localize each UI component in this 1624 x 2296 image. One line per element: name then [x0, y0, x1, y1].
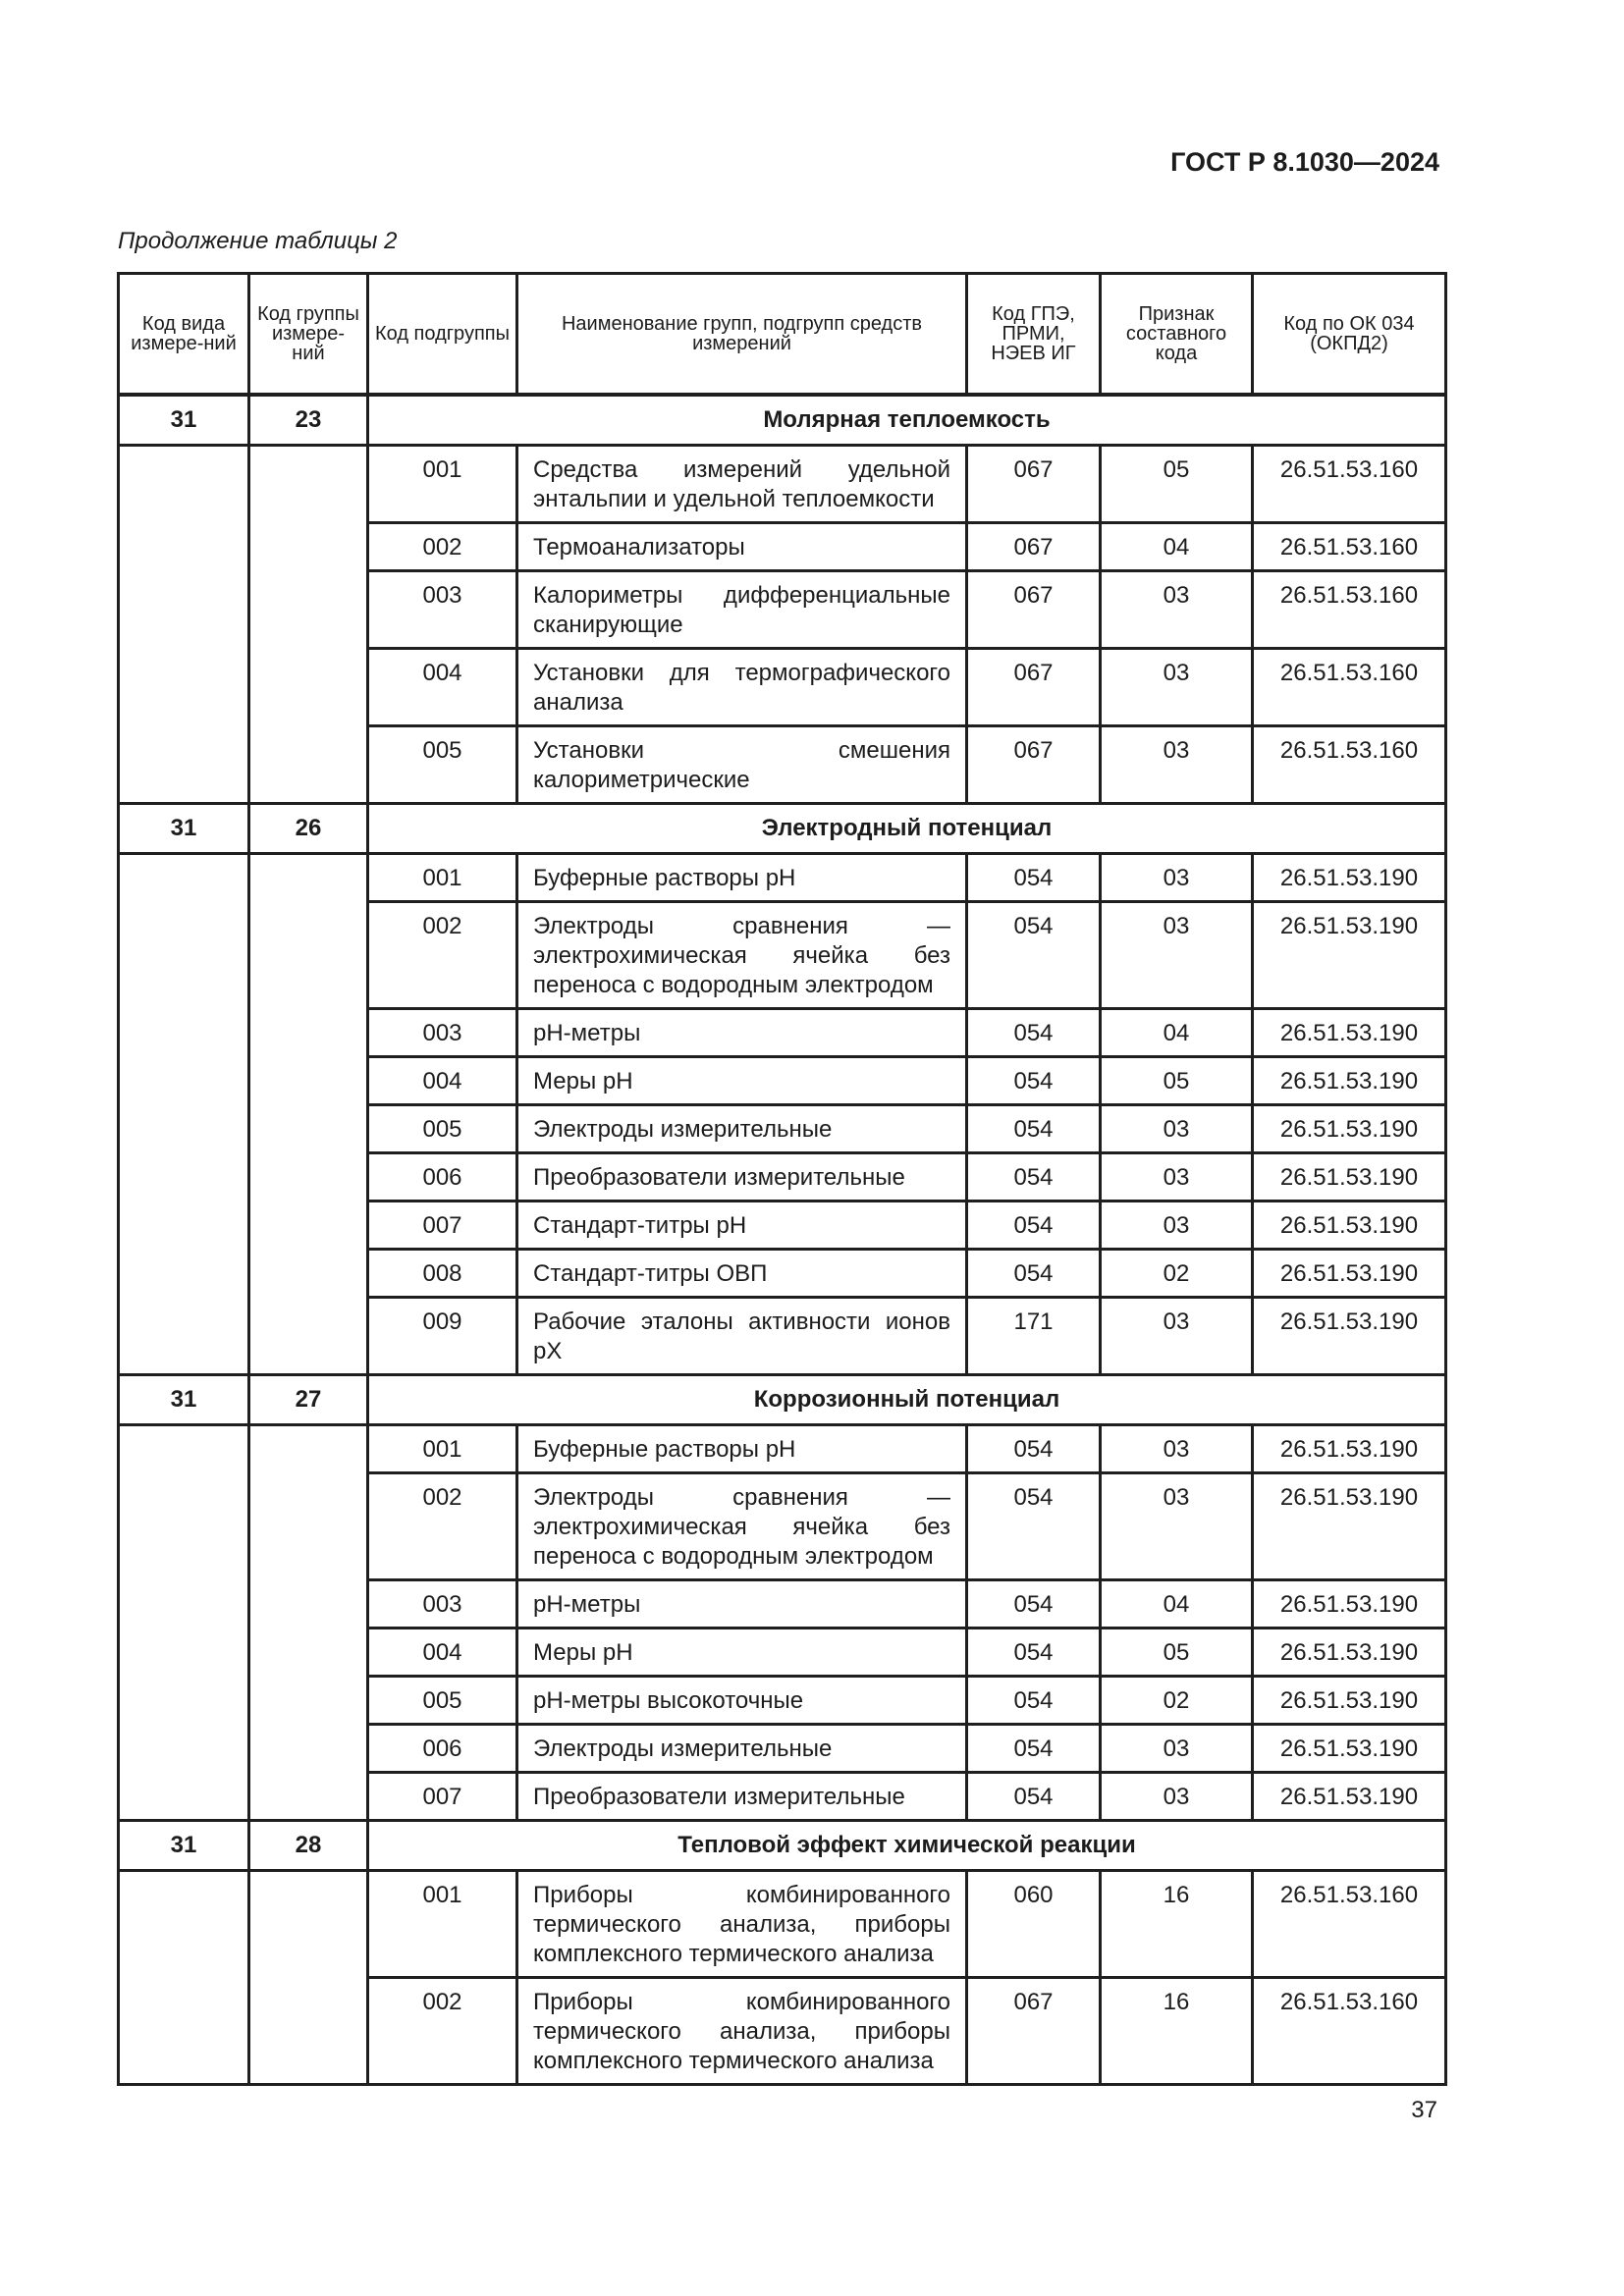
okpd-code: 26.51.53.160: [1253, 1871, 1446, 1978]
instrument-name: Стандарт-титры ОВП: [517, 1250, 967, 1298]
instrument-name: pH-метры: [517, 1580, 967, 1629]
subgroup-code: 001: [368, 1425, 517, 1473]
empty-vid-cell: [119, 854, 249, 1375]
page-number: 37: [1411, 2097, 1437, 2123]
empty-group-cell: [249, 854, 368, 1375]
instrument-name: Электроды сравнения — электрохимическая ячейка без переноса с водородным электродом: [517, 902, 967, 1009]
okpd-code: 26.51.53.160: [1253, 1978, 1446, 2085]
okpd-code: 26.51.53.190: [1253, 1153, 1446, 1201]
table-header-row: [119, 274, 1446, 396]
instrument-name: Буферные растворы pH: [517, 854, 967, 902]
gpe-code: 067: [967, 1978, 1101, 2085]
col-header-group: Код группы измере-ний: [249, 274, 368, 396]
instrument-name: Меры pH: [517, 1629, 967, 1677]
composite-flag: 03: [1101, 902, 1253, 1009]
composite-flag: 05: [1101, 446, 1253, 523]
empty-vid-cell: [119, 1425, 249, 1821]
empty-vid-cell: [119, 1871, 249, 2085]
okpd-code: 26.51.53.190: [1253, 1629, 1446, 1677]
gpe-code: 054: [967, 1057, 1101, 1105]
gpe-code: 067: [967, 446, 1101, 523]
okpd-code: 26.51.53.160: [1253, 523, 1446, 571]
subgroup-code: 005: [368, 1677, 517, 1725]
composite-flag: 04: [1101, 523, 1253, 571]
gpe-code: 054: [967, 854, 1101, 902]
composite-flag: 03: [1101, 1773, 1253, 1821]
okpd-code: 26.51.53.190: [1253, 1773, 1446, 1821]
subgroup-code: 008: [368, 1250, 517, 1298]
subgroup-code: 007: [368, 1201, 517, 1250]
gpe-code: 054: [967, 1677, 1101, 1725]
composite-flag: 16: [1101, 1978, 1253, 2085]
okpd-code: 26.51.53.160: [1253, 571, 1446, 649]
group-vid-code: 31: [119, 1375, 249, 1425]
instrument-name: Установки для термографического анализа: [517, 649, 967, 726]
instrument-name: Преобразователи измерительные: [517, 1153, 967, 1201]
okpd-code: 26.51.53.160: [1253, 726, 1446, 804]
subgroup-code: 001: [368, 1871, 517, 1978]
okpd-code: 26.51.53.160: [1253, 446, 1446, 523]
composite-flag: 03: [1101, 571, 1253, 649]
empty-vid-cell: [119, 446, 249, 804]
instrument-name: Калориметры дифференциальные сканирующие: [517, 571, 967, 649]
col-header-gpe: Код ГПЭ, ПРМИ, НЭЕВ ИГ: [967, 274, 1101, 396]
group-vid-code: 31: [119, 804, 249, 854]
group-title: Молярная теплоемкость: [368, 395, 1446, 446]
group-header-row: [119, 1375, 1446, 1425]
empty-group-cell: [249, 1871, 368, 2085]
composite-flag: 03: [1101, 1473, 1253, 1580]
gpe-code: 054: [967, 1425, 1101, 1473]
composite-flag: 05: [1101, 1629, 1253, 1677]
col-header-okpd: Код по ОК 034 (ОКПД2): [1253, 274, 1446, 396]
col-header-vid: Код вида измере-ний: [119, 274, 249, 396]
gpe-code: 054: [967, 1201, 1101, 1250]
empty-group-cell: [249, 1425, 368, 1821]
instrument-name: Стандарт-титры pH: [517, 1201, 967, 1250]
instrument-name: Термоанализаторы: [517, 523, 967, 571]
instrument-name: Меры pH: [517, 1057, 967, 1105]
group-title: Коррозионный потенциал: [368, 1375, 1446, 1425]
instrument-name: Установки смешения калориметрические: [517, 726, 967, 804]
composite-flag: 04: [1101, 1580, 1253, 1629]
group-code: 27: [249, 1375, 368, 1425]
gpe-code: 054: [967, 1153, 1101, 1201]
instrument-name: Приборы комбинированного термического анализа, приборы комплексного термического анализа: [517, 1871, 967, 1978]
gpe-code: 067: [967, 649, 1101, 726]
okpd-code: 26.51.53.190: [1253, 1725, 1446, 1773]
table-row: [119, 854, 1446, 902]
gpe-code: 067: [967, 523, 1101, 571]
okpd-code: 26.51.53.190: [1253, 1425, 1446, 1473]
composite-flag: 03: [1101, 649, 1253, 726]
composite-flag: 03: [1101, 1153, 1253, 1201]
okpd-code: 26.51.53.190: [1253, 854, 1446, 902]
instrument-name: Средства измерений удельной энтальпии и удельной теплоемкости: [517, 446, 967, 523]
table-caption: Продолжение таблицы 2: [118, 228, 398, 254]
gpe-code: 054: [967, 1725, 1101, 1773]
table-row: [119, 446, 1446, 523]
group-code: 23: [249, 395, 368, 446]
group-title: Электродный потенциал: [368, 804, 1446, 854]
composite-flag: 16: [1101, 1871, 1253, 1978]
col-header-name: Наименование групп, подгрупп средств измерений: [517, 274, 967, 396]
table-row: [119, 1871, 1446, 1978]
subgroup-code: 001: [368, 446, 517, 523]
composite-flag: 03: [1101, 1298, 1253, 1375]
okpd-code: 26.51.53.190: [1253, 1473, 1446, 1580]
composite-flag: 05: [1101, 1057, 1253, 1105]
subgroup-code: 003: [368, 1580, 517, 1629]
gpe-code: 054: [967, 902, 1101, 1009]
gpe-code: 054: [967, 1009, 1101, 1057]
group-header-row: [119, 1821, 1446, 1871]
instrument-name: Рабочие эталоны активности ионов pX: [517, 1298, 967, 1375]
okpd-code: 26.51.53.190: [1253, 1201, 1446, 1250]
gpe-code: 054: [967, 1473, 1101, 1580]
table-body: [119, 395, 1446, 2085]
composite-flag: 03: [1101, 1201, 1253, 1250]
composite-flag: 04: [1101, 1009, 1253, 1057]
subgroup-code: 004: [368, 649, 517, 726]
group-vid-code: 31: [119, 1821, 249, 1871]
table-row: [119, 1425, 1446, 1473]
gpe-code: 054: [967, 1105, 1101, 1153]
document-code: ГОСТ Р 8.1030—2024: [1170, 147, 1439, 177]
instrument-name: pH-метры: [517, 1009, 967, 1057]
composite-flag: 02: [1101, 1677, 1253, 1725]
instrument-name: Приборы комбинированного термического анализа, приборы комплексного термического анализа: [517, 1978, 967, 2085]
okpd-code: 26.51.53.190: [1253, 902, 1446, 1009]
group-code: 28: [249, 1821, 368, 1871]
instrument-name: Электроды измерительные: [517, 1105, 967, 1153]
okpd-code: 26.51.53.190: [1253, 1298, 1446, 1375]
group-header-row: [119, 804, 1446, 854]
subgroup-code: 002: [368, 902, 517, 1009]
gpe-code: 054: [967, 1629, 1101, 1677]
instrument-name: Электроды измерительные: [517, 1725, 967, 1773]
subgroup-code: 002: [368, 1978, 517, 2085]
subgroup-code: 001: [368, 854, 517, 902]
subgroup-code: 002: [368, 1473, 517, 1580]
subgroup-code: 002: [368, 523, 517, 571]
group-title: Тепловой эффект химической реакции: [368, 1821, 1446, 1871]
okpd-code: 26.51.53.190: [1253, 1009, 1446, 1057]
subgroup-code: 003: [368, 571, 517, 649]
okpd-code: 26.51.53.190: [1253, 1105, 1446, 1153]
okpd-code: 26.51.53.160: [1253, 649, 1446, 726]
col-header-composite: Признак составного кода: [1101, 274, 1253, 396]
instrument-name: Электроды сравнения — электрохимическая ячейка без переноса с водородным электродом: [517, 1473, 967, 1580]
subgroup-code: 005: [368, 726, 517, 804]
gpe-code: 067: [967, 571, 1101, 649]
gpe-code: 060: [967, 1871, 1101, 1978]
subgroup-code: 006: [368, 1153, 517, 1201]
gpe-code: 054: [967, 1773, 1101, 1821]
subgroup-code: 004: [368, 1057, 517, 1105]
group-code: 26: [249, 804, 368, 854]
composite-flag: 03: [1101, 854, 1253, 902]
subgroup-code: 009: [368, 1298, 517, 1375]
subgroup-code: 004: [368, 1629, 517, 1677]
instrument-name: Буферные растворы pH: [517, 1425, 967, 1473]
okpd-code: 26.51.53.190: [1253, 1250, 1446, 1298]
gpe-code: 054: [967, 1580, 1101, 1629]
instrument-name: Преобразователи измерительные: [517, 1773, 967, 1821]
gpe-code: 054: [967, 1250, 1101, 1298]
okpd-code: 26.51.53.190: [1253, 1057, 1446, 1105]
composite-flag: 03: [1101, 1105, 1253, 1153]
gpe-code: 171: [967, 1298, 1101, 1375]
composite-flag: 03: [1101, 726, 1253, 804]
group-header-row: [119, 395, 1446, 446]
composite-flag: 03: [1101, 1725, 1253, 1773]
composite-flag: 02: [1101, 1250, 1253, 1298]
group-vid-code: 31: [119, 395, 249, 446]
subgroup-code: 007: [368, 1773, 517, 1821]
instrument-name: pH-метры высокоточные: [517, 1677, 967, 1725]
okpd-code: 26.51.53.190: [1253, 1677, 1446, 1725]
gpe-code: 067: [967, 726, 1101, 804]
empty-group-cell: [249, 446, 368, 804]
codes-table: [117, 272, 1447, 2086]
subgroup-code: 006: [368, 1725, 517, 1773]
subgroup-code: 003: [368, 1009, 517, 1057]
composite-flag: 03: [1101, 1425, 1253, 1473]
col-header-subgroup: Код подгруппы: [368, 274, 517, 396]
subgroup-code: 005: [368, 1105, 517, 1153]
okpd-code: 26.51.53.190: [1253, 1580, 1446, 1629]
